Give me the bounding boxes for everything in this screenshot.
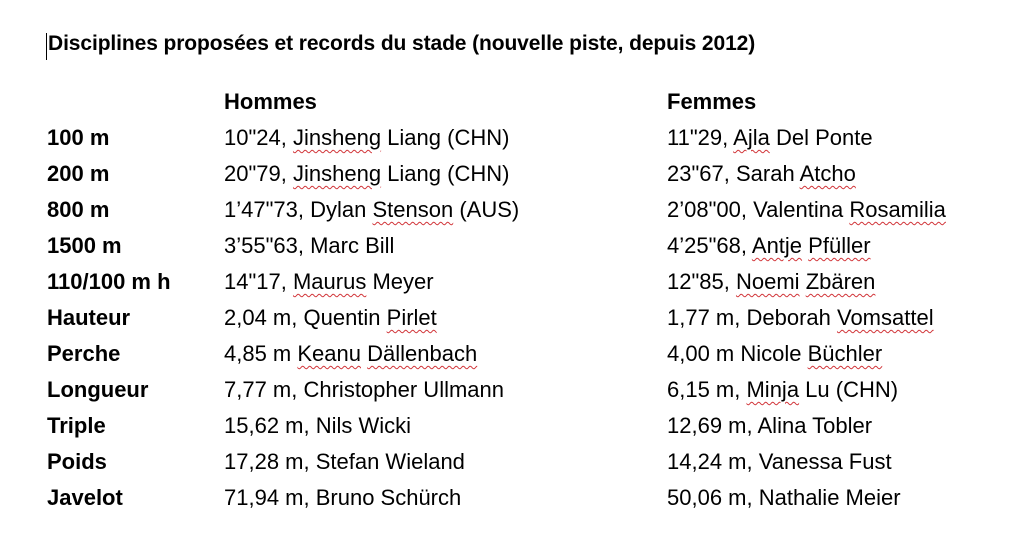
women-record-cell xyxy=(667,336,1007,372)
women-record-cell xyxy=(667,192,1007,228)
record-text: 12"85, xyxy=(667,269,736,294)
discipline-cell: 800 m xyxy=(47,197,110,222)
record-text: 3’55"63, Marc Bill xyxy=(224,233,395,258)
women-record-cell xyxy=(667,156,1007,192)
discipline-cell: Javelot xyxy=(47,485,123,510)
discipline-cell: 200 m xyxy=(47,161,110,186)
spellcheck-flagged-word: Stenson xyxy=(372,197,454,222)
record-text: Lu (CHN) xyxy=(799,377,899,402)
record-text: Liang (CHN) xyxy=(381,125,510,150)
spellcheck-flagged-word: Büchler xyxy=(807,341,883,366)
table-row xyxy=(47,228,1007,264)
spellcheck-flagged-word: Antje xyxy=(751,233,803,258)
table-row xyxy=(47,192,1007,228)
men-record-cell xyxy=(224,192,667,228)
women-record-cell xyxy=(667,228,1007,264)
record-text: 14,24 m, Vanessa Fust xyxy=(667,449,892,474)
spellcheck-flagged-word: Keanu xyxy=(297,341,361,366)
header-men: Hommes xyxy=(224,89,317,114)
men-record-cell xyxy=(224,120,667,156)
men-record-cell xyxy=(224,444,667,480)
women-record-cell xyxy=(667,444,1007,480)
women-record-cell xyxy=(667,264,1007,300)
discipline-cell: Hauteur xyxy=(47,305,131,330)
record-text: 12,69 m, Alina Tobler xyxy=(667,413,873,438)
record-text: 23"67, Sarah xyxy=(667,161,800,186)
record-text: 6,15 m, xyxy=(667,377,747,402)
men-record-cell xyxy=(224,156,667,192)
record-text: Meyer xyxy=(366,269,434,294)
women-record-cell xyxy=(667,300,1007,336)
table-header-row xyxy=(47,84,1007,120)
spellcheck-flagged-word: Atcho xyxy=(799,161,856,186)
men-record-cell xyxy=(224,408,667,444)
discipline-cell: 100 m xyxy=(47,125,110,150)
header-discipline xyxy=(47,84,224,120)
table-row xyxy=(47,264,1007,300)
spellcheck-flagged-word: Minja xyxy=(746,377,800,402)
discipline-cell: 110/100 m h xyxy=(47,269,171,294)
spellcheck-flagged-word: Zbären xyxy=(805,269,876,294)
record-text: 2,04 m, Quentin xyxy=(224,305,387,330)
table-row xyxy=(47,480,1007,516)
discipline-cell: Poids xyxy=(47,449,107,474)
records-body xyxy=(47,120,1007,516)
header-women: Femmes xyxy=(667,89,757,114)
spellcheck-flagged-word: Ajla xyxy=(733,125,770,150)
document-title: Disciplines proposées et records du stade (nouvelle piste, depuis 2012) xyxy=(48,32,756,55)
spellcheck-flagged-word: Noemi xyxy=(735,269,800,294)
record-text: 11"29, xyxy=(667,125,734,150)
men-record-cell xyxy=(224,228,667,264)
record-text: 7,77 m, Christopher Ullmann xyxy=(224,377,505,402)
spellcheck-flagged-word: Jinsheng xyxy=(292,161,382,186)
spellcheck-flagged-word: Rosamilia xyxy=(849,197,946,222)
discipline-cell: Longueur xyxy=(47,377,149,402)
men-record-cell xyxy=(224,300,667,336)
spellcheck-flagged-word: Maurus xyxy=(292,269,367,294)
women-record-cell xyxy=(667,408,1007,444)
spellcheck-flagged-word: Jinsheng xyxy=(292,125,382,150)
record-text: 1’47"73, Dylan xyxy=(224,197,373,222)
discipline-cell: Triple xyxy=(47,413,106,438)
table-row xyxy=(47,120,1007,156)
women-record-cell xyxy=(667,480,1007,516)
table-row xyxy=(47,156,1007,192)
discipline-cell: Perche xyxy=(47,341,121,366)
table-row xyxy=(47,372,1007,408)
spellcheck-flagged-word: Dällenbach xyxy=(367,341,478,366)
text-cursor xyxy=(46,33,47,60)
spellcheck-flagged-word: Pfüller xyxy=(808,233,871,258)
record-text: 2’08"00, Valentina xyxy=(667,197,850,222)
men-record-cell xyxy=(224,336,667,372)
women-record-cell xyxy=(667,372,1007,408)
record-text: Liang (CHN) xyxy=(381,161,510,186)
record-text: 20"79, xyxy=(224,161,293,186)
record-text: 4’25"68, xyxy=(667,233,752,258)
records-table xyxy=(47,84,1007,516)
spellcheck-flagged-word: Pirlet xyxy=(386,305,437,330)
table-row xyxy=(47,408,1007,444)
discipline-cell: 1500 m xyxy=(47,233,122,258)
table-row xyxy=(47,300,1007,336)
record-text: 10"24, xyxy=(224,125,293,150)
men-record-cell xyxy=(224,264,667,300)
women-record-cell xyxy=(667,120,1007,156)
record-text: 50,06 m, Nathalie Meier xyxy=(667,485,901,510)
record-text: 15,62 m, Nils Wicki xyxy=(224,413,412,438)
table-row xyxy=(47,336,1007,372)
record-text: Del Ponte xyxy=(769,125,873,150)
record-text: 14"17, xyxy=(224,269,293,294)
table-row xyxy=(47,444,1007,480)
spellcheck-flagged-word: Vomsattel xyxy=(836,305,934,330)
men-record-cell xyxy=(224,372,667,408)
record-text: (AUS) xyxy=(453,197,520,222)
record-text: 4,85 m xyxy=(224,341,298,366)
record-text: 71,94 m, Bruno Schürch xyxy=(224,485,462,510)
record-text: 4,00 m Nicole xyxy=(667,341,808,366)
record-text: 1,77 m, Deborah xyxy=(667,305,837,330)
record-text: 17,28 m, Stefan Wieland xyxy=(224,449,465,474)
men-record-cell xyxy=(224,480,667,516)
